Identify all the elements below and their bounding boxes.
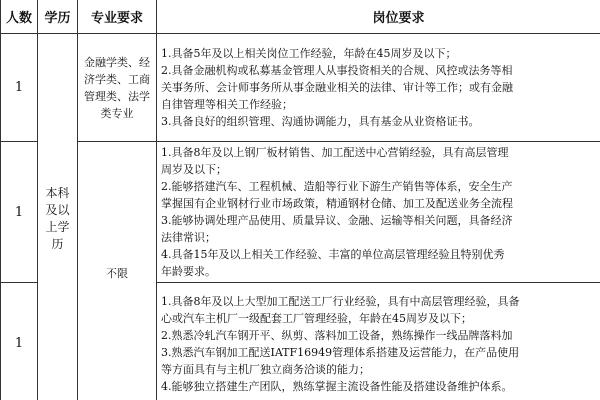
education-text: 本科及以上学历	[45, 186, 70, 251]
major-merged-cell	[78, 142, 157, 400]
row-count: 1	[1, 34, 38, 142]
table-row	[1, 142, 600, 283]
requirement-line: 等方面具有与主机厂独立商务洽谈的能力；	[161, 362, 370, 376]
row-count: 1	[1, 142, 38, 283]
row-count: 1	[1, 283, 38, 400]
requirement-line: 心或汽车主机厂一级配套工厂管理经验，年龄在45周岁及以下；	[161, 311, 472, 325]
requirement-line: 4.具备15年及以上相关工作经验、丰富的单位高层管理经验且特别优秀	[161, 248, 505, 261]
requirement-line: 2.能够搭建汽车、工程机械、造船等行业下游生产销售等体系，安全生产	[161, 180, 513, 193]
requirement-line: 周岁及以下；	[161, 163, 227, 176]
major-cell	[78, 34, 157, 142]
requirement-line: 2.熟悉冷轧汽车钢开平、纵剪、落料加工设备，熟练操作一线品牌落料加	[161, 328, 513, 342]
requirement-line: 1.具备8年及以上大型加工配送工厂行业经验，具有中高层管理经验，具备	[161, 294, 520, 308]
requirement-line: 3.能够协调处理产品使用、质量异议、金融、运输等相关问题，具备经济	[161, 214, 513, 227]
requirements-cell	[157, 283, 600, 400]
header-requirements: 岗位要求	[157, 0, 600, 34]
requirement-line: 自律管理等相关工作经验；	[161, 98, 293, 111]
requirements-cell	[157, 142, 600, 283]
table-row	[1, 34, 600, 142]
requirement-line: 2.具备金融机构或私募基金管理人从事投资相关的合规、风控或法务等相	[161, 64, 513, 77]
education-cell	[38, 34, 78, 400]
requirement-line: 1.具备8年及以上钢厂板材销售、加工配送中心营销经验，具有高层管理	[161, 146, 509, 159]
requirement-line: 3.熟悉汽车钢加工配送IATF16949管理体系搭建及运营能力，在产品使用	[161, 345, 520, 359]
major-merged-text: 不限	[106, 266, 128, 280]
requirement-line: 关事务所、会计师事务所从事金融业相关的法律、审计等工作；或有金融	[161, 81, 513, 94]
major-text: 金融学类、经济学类、工商管理类、法学类专业	[84, 55, 150, 120]
requirement-line: 法律常识；	[161, 231, 216, 244]
header-count: 人数	[1, 0, 38, 34]
requirement-line: 掌握国有企业钢材行业市场政策，精通钢材仓储、加工及配送业务全流程	[161, 197, 513, 210]
requirement-line: 年龄要求。	[161, 265, 216, 278]
requirement-line: 3.具备良好的组织管理、沟通协调能力，具有基金从业资格证书。	[161, 115, 480, 128]
header-education: 学历	[38, 0, 78, 34]
requirement-line: 1.具备5年及以上相关岗位工作经验，年龄在45周岁及以下；	[161, 47, 457, 60]
requirement-line: 4.能够独立搭建生产团队，熟练掌握主流设备性能及搭建设备维护体系。	[161, 379, 513, 393]
requirements-cell	[157, 34, 600, 142]
table-header-row	[1, 0, 600, 34]
header-major: 专业要求	[78, 0, 157, 34]
